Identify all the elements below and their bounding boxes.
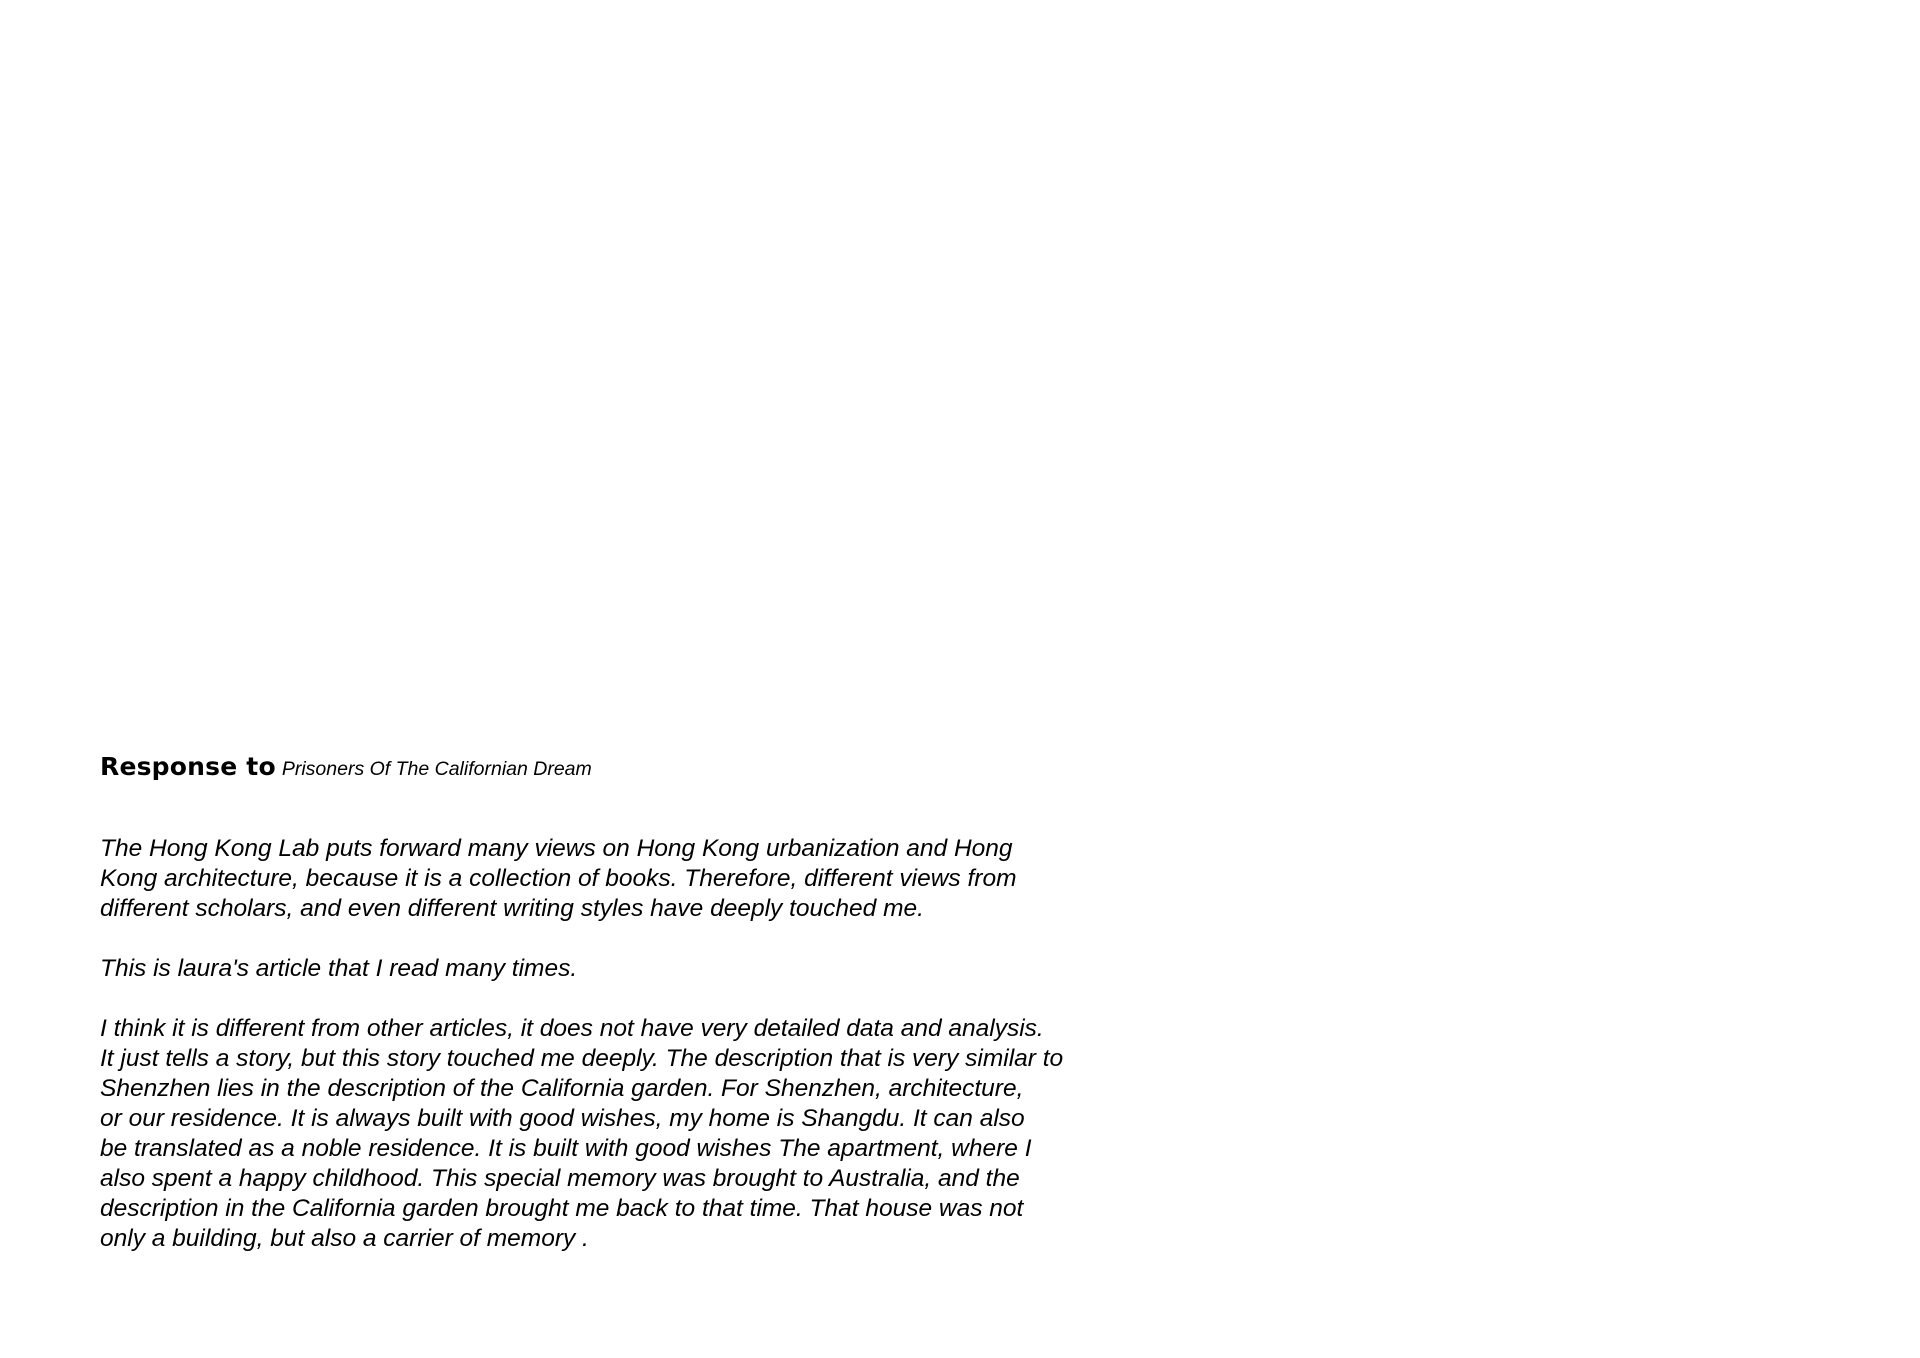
text-line: This is laura's article that I read many times. xyxy=(100,955,578,982)
text-line: Shenzhen lies in the description of the California garden. For Shenzhen, architecture, xyxy=(100,1075,1024,1102)
response-body xyxy=(100,834,1100,1284)
text-line: be translated as a noble residence. It is built with good wishes The apartment, where I xyxy=(100,1135,1032,1162)
text-line: The Hong Kong Lab puts forward many views on Hong Kong urbanization and Hong xyxy=(100,835,1013,862)
text-line: also spent a happy childhood. This special memory was brought to Australia, and the xyxy=(100,1165,1020,1192)
response-heading xyxy=(100,752,592,781)
article-title: Prisoners Of The Californian Dream xyxy=(281,758,592,780)
paragraph-reflection xyxy=(100,1014,1100,1254)
text-line: I think it is different from other articles, it does not have very detailed data and analysis. xyxy=(100,1015,1044,1042)
text-line: Kong architecture, because it is a collection of books. Therefore, different views from xyxy=(100,865,1017,892)
text-line: or our residence. It is always built with good wishes, my home is Shangdu. It can also xyxy=(100,1105,1025,1132)
heading-prefix: Response to xyxy=(100,752,276,781)
paragraph-intro xyxy=(100,834,1100,924)
text-line: only a building, but also a carrier of memory . xyxy=(100,1225,589,1252)
text-line: It just tells a story, but this story touched me deeply. The description that is very similar to xyxy=(100,1045,1064,1072)
text-line: description in the California garden brought me back to that time. That house was not xyxy=(100,1195,1024,1222)
text-line: different scholars, and even different writing styles have deeply touched me. xyxy=(100,895,924,922)
paragraph-article-note xyxy=(100,954,1100,984)
